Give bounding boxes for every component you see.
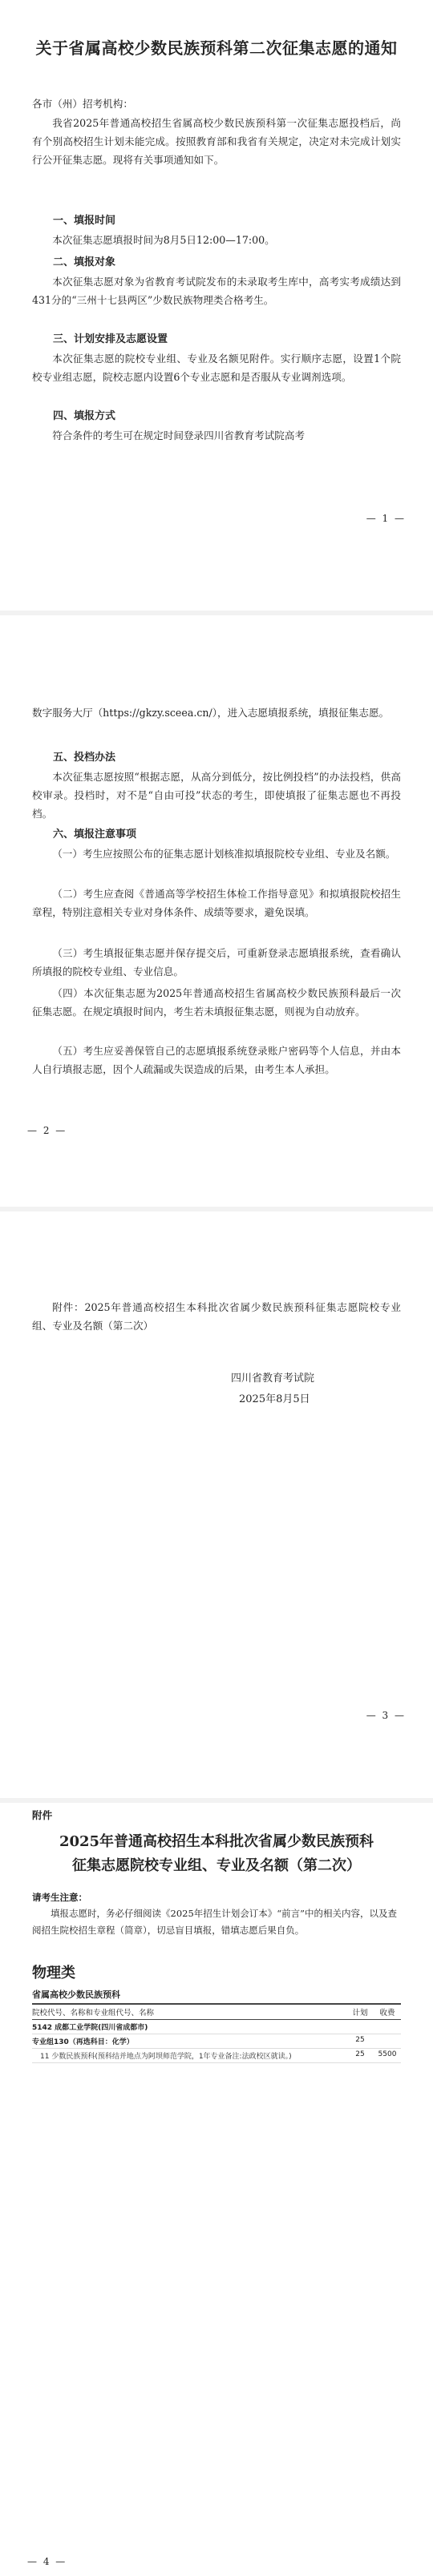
page-number-2: — 2 — xyxy=(27,1125,67,1136)
salutation: 各市（州）招考机构： xyxy=(32,98,133,110)
issue-date: 2025年8月5日 xyxy=(239,1393,310,1405)
section-heading-1: 一、填报时间 xyxy=(53,215,116,227)
note-item-1: （一）考生应按照公布的征集志愿计划核准拟填报院校专业组、专业及名额。 xyxy=(52,848,396,860)
major-group-cell: 专业组130（再选科目：化学） xyxy=(32,2038,134,2046)
school-cell: 5142 成都工业学院(四川省成都市) xyxy=(32,2024,148,2032)
majors-table xyxy=(32,1985,401,2063)
notice-body: 填报志愿时，务必仔细阅读《2025年招生计划会订本》“前言”中的相关内容，以及查阅招生院校招生章程（简章），切忌盲目填报，错填志愿后果自负。 xyxy=(32,1908,398,1936)
header-fee: 收费 xyxy=(379,2009,395,2018)
section-heading-2: 二、填报对象 xyxy=(53,256,116,268)
table-row xyxy=(32,2020,401,2034)
section-heading-6: 六、填报注意事项 xyxy=(53,828,137,841)
note-item-3: （三）考生填报征集志愿并保存提交后，可重新登录志愿填报系统，查看确认所填报的院校专业组、专业信息。 xyxy=(32,947,401,978)
table-row xyxy=(32,2049,401,2063)
note-item-4: （四）本次征集志愿为2025年普通高校招生省属高校少数民族预科最后一次征集志愿。在规定填报时间内，考生若未填报征集志愿，则视为自动放弃。 xyxy=(32,987,401,1018)
section-text-1: 本次征集志愿填报时间为8月5日12:00—17:00。 xyxy=(52,234,275,246)
major-group-plan: 25 xyxy=(355,2036,365,2044)
section-text-3: 本次征集志愿的院校专业组、专业及名额见附件。实行顺序志愿，设置1个院校专业组志愿，院校志愿内设置6个专业志愿和是否服从专业调剂选项。 xyxy=(32,353,401,383)
section-heading-3: 三、计划安排及志愿设置 xyxy=(53,333,168,345)
note-item-2: （二）考生应查阅《普通高等学校招生体检工作指导意见》和拟填报院校招生章程，特别注意相关专业对身体条件、成绩等要求，避免误填。 xyxy=(32,888,401,918)
section-text-5: 本次征集志愿按照“根据志愿，从高分到低分，按比例投档”的办法投档，供高校审录。投档时，对不是“自由可投”状态的考生，即使填报了征集志愿也不再投档。 xyxy=(32,771,401,820)
section-heading-4: 四、填报方式 xyxy=(53,410,116,422)
attachment-label: 附件 xyxy=(32,1809,53,1821)
major-fee: 5500 xyxy=(378,2050,397,2058)
page-number-4: — 4 — xyxy=(27,2556,67,2567)
document-page-1 xyxy=(0,0,433,609)
attachment-title-line-1: 2025年普通高校招生本科批次省属少数民族预科 xyxy=(59,1833,374,1850)
header-main: 院校代号、名称和专业组代号、名称 xyxy=(32,2009,155,2018)
notice-heading: 请考生注意： xyxy=(32,1892,87,1903)
attachment-title-line-2: 征集志愿院校专业组、专业及名额（第二次） xyxy=(72,1857,361,1874)
section-text-2: 本次征集志愿对象为省教育考试院发布的未录取考生库中，高考实考成绩达到431分的“三州十七县两区”少数民族物理类合格考生。 xyxy=(32,276,401,306)
document-page-2 xyxy=(0,615,433,1205)
table-header-row xyxy=(32,2004,401,2020)
page-number-1: — 1 — xyxy=(366,513,406,524)
category-heading: 物理类 xyxy=(32,1965,75,1981)
header-plan: 计划 xyxy=(352,2009,368,2018)
major-cell: 11 少数民族预科(预科结并地点为阿坝师范学院，1年专业备注:法政校区就读。) xyxy=(40,2053,292,2061)
notice-title: 关于省属高校少数民族预科第二次征集志愿的通知 xyxy=(35,38,398,58)
document-page-3 xyxy=(0,1211,433,1796)
continued-text: 数字服务大厅（https://gkzy.sceea.cn/），进入志愿填报系统，填报征集志愿。 xyxy=(32,707,390,719)
issuer-name: 四川省教育考试院 xyxy=(231,1373,315,1385)
table-group-title: 省属高校少数民族预科 xyxy=(32,1985,401,2004)
note-item-5: （五）考生应妥善保管自己的志愿填报系统登录账户密码等个人信息，并由本人自行填报志愿，因个人疏漏或失误造成的后果，由考生本人承担。 xyxy=(32,1045,401,1075)
intro-paragraph: 我省2025年普通高校招生省属高校少数民族预科第一次征集志愿投档后，尚有个别高校招生计划未能完成。按照教育部和我省有关规定，决定对未完成计划实行公开征集志愿。现将有关事项通知如下。 xyxy=(32,117,401,166)
attachment-note: 附件：2025年普通高校招生本科批次省属少数民族预科征集志愿院校专业组、专业及名额（第二次） xyxy=(32,1301,401,1332)
section-heading-5: 五、投档办法 xyxy=(53,752,116,764)
section-text-4: 符合条件的考生可在规定时间登录四川省教育考试院高考 xyxy=(52,429,306,441)
table-row xyxy=(32,2034,401,2049)
major-plan: 25 xyxy=(355,2050,365,2058)
page-number-3: — 3 — xyxy=(366,1710,406,1721)
document-page-4 xyxy=(0,1803,433,2576)
